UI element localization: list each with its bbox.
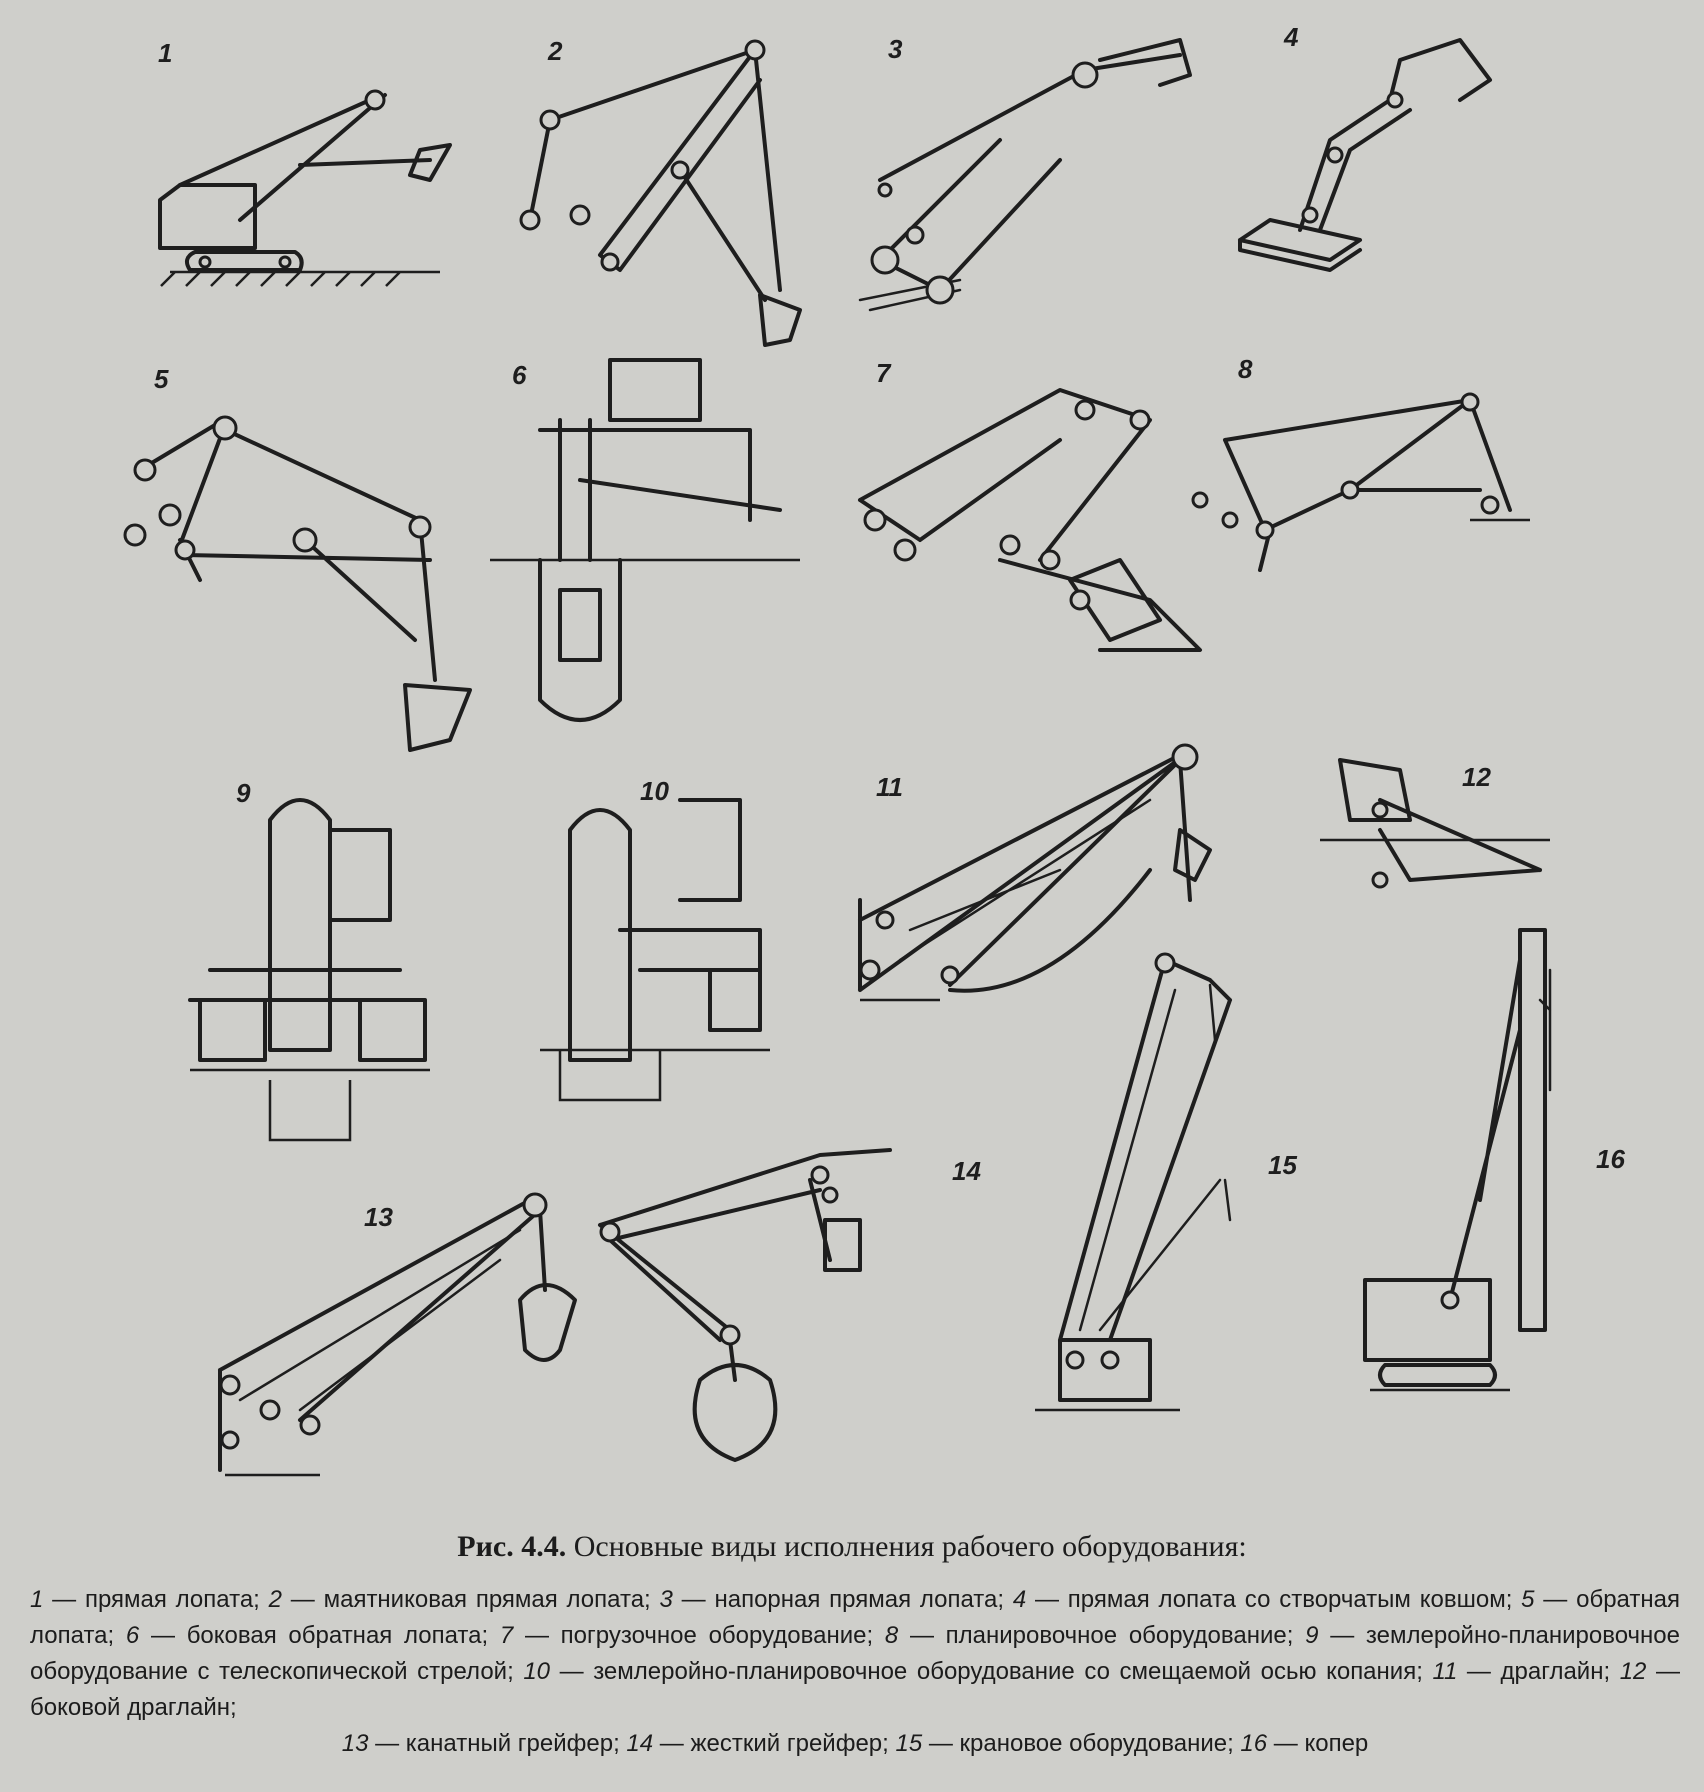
legend-item: 12 — боковой драглайн; [30, 1658, 1680, 1721]
drawing-7-loading [860, 390, 1200, 650]
label-3: 3 [888, 34, 903, 64]
drawing-5-backhoe [125, 417, 470, 750]
label-1: 1 [158, 38, 173, 68]
drawing-1-straight-shovel [160, 91, 450, 286]
legend-item: 3 — напорная прямая лопата; [659, 1586, 1005, 1613]
label-6: 6 [512, 360, 527, 390]
label-13: 13 [364, 1202, 393, 1232]
figure-legend [30, 1582, 1680, 1762]
drawing-14-rigid-grab [600, 1150, 890, 1460]
legend-item: 8 — планировочное оборудование; [884, 1622, 1294, 1649]
label-16: 16 [1596, 1144, 1625, 1174]
label-8: 8 [1238, 354, 1253, 384]
legend-item: 5 — обратная лопата; [30, 1586, 1680, 1649]
drawing-15-crane [1035, 954, 1230, 1410]
label-10: 10 [640, 776, 669, 806]
label-14: 14 [952, 1156, 981, 1186]
drawing-10-offset-axis [540, 800, 770, 1100]
label-2: 2 [548, 36, 563, 66]
label-12: 12 [1462, 762, 1491, 792]
legend-item: 2 — маятниковая прямая лопата; [268, 1586, 651, 1613]
caption-title-text: Основные виды исполнения рабочего оборудования: [573, 1530, 1247, 1563]
legend-item: 11 — драглайн; [1432, 1658, 1611, 1685]
legend-item: 1 — прямая лопата; [30, 1586, 260, 1613]
label-4: 4 [1284, 22, 1299, 52]
label-9: 9 [236, 778, 251, 808]
drawing-8-grading [1193, 394, 1530, 570]
legend-item: 15 — крановое оборудование; [895, 1730, 1234, 1757]
drawing-9-telescopic [190, 800, 430, 1140]
legend-item: 4 — прямая лопата со створчатым ковшом; [1012, 1586, 1513, 1613]
drawing-13-rope-grab [220, 1194, 575, 1475]
figure-caption [0, 1530, 1704, 1564]
drawing-2-pendulum-shovel [521, 41, 800, 345]
legend-item: 9 — землеройно-планировочное оборудование с телескопической стрелой; [30, 1622, 1680, 1685]
drawing-12-side-dragline [1320, 760, 1550, 887]
caption-label: Рис. 4.4. [457, 1530, 567, 1563]
legend-item: 7 — погрузочное оборудование; [499, 1622, 874, 1649]
drawing-6-side-backhoe [490, 360, 800, 720]
legend-item: 13 — канатный грейфер; [341, 1730, 620, 1757]
drawing-16-pile-driver [1365, 930, 1550, 1390]
label-7: 7 [876, 358, 891, 388]
legend-item: 14 — жесткий грейфер; [626, 1730, 889, 1757]
legend-item: 16 — копер [1240, 1730, 1369, 1757]
drawing-4-clamshell-shovel [1240, 40, 1490, 270]
label-5: 5 [154, 364, 169, 394]
drawing-3-pressure-shovel [860, 40, 1190, 310]
label-11: 11 [876, 772, 903, 802]
label-15: 15 [1268, 1150, 1297, 1180]
legend-item: 6 — боковая обратная лопата; [125, 1622, 489, 1649]
legend-item: 10 — землеройно-планировочное оборудование со смещаемой осью копания; [523, 1658, 1423, 1685]
